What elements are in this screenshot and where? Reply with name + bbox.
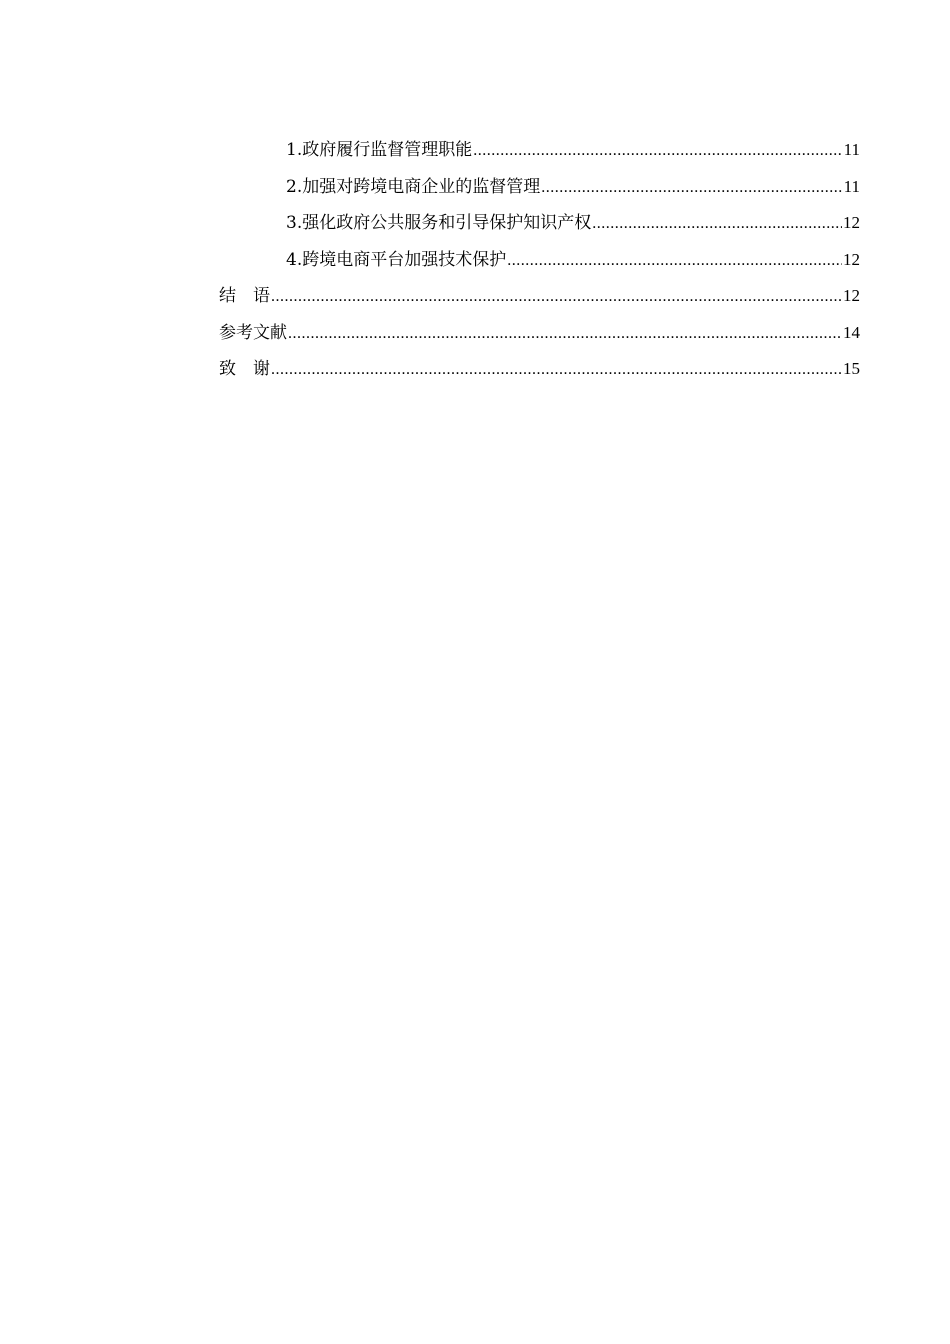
toc-leader-dots (507, 249, 842, 273)
toc-leader-dots (541, 176, 842, 200)
toc-leader-dots (592, 212, 842, 236)
toc-entry-page: 12 (843, 249, 860, 269)
toc-entry-title: 致 谢 (219, 359, 270, 379)
toc-entry[interactable] (219, 248, 860, 285)
toc-leader-dots (271, 358, 842, 382)
toc-entry-page: 11 (843, 176, 860, 196)
toc-entry-page: 12 (843, 213, 860, 232)
toc-entry-page: 15 (843, 359, 860, 378)
toc-entry-page: 12 (843, 286, 860, 305)
toc-entry[interactable] (219, 211, 860, 248)
toc-leader-dots (271, 285, 842, 309)
toc-entry-title: 参考文献 (219, 322, 287, 343)
toc-entry-references[interactable] (219, 321, 860, 358)
toc-entry-conclusion[interactable] (219, 284, 860, 321)
toc-entry-acknowledgements[interactable] (219, 357, 860, 394)
toc-entry-title: 结 语 (219, 286, 270, 306)
toc-leader-dots (473, 139, 842, 163)
toc-entry[interactable] (219, 175, 860, 212)
toc-leader-dots (288, 322, 842, 346)
toc-entry-title: 3.强化政府公共服务和引导保护知识产权 (286, 213, 592, 233)
toc-entry-title: 1.政府履行监督管理职能 (286, 140, 473, 160)
toc-entry-page: 11 (843, 140, 860, 159)
toc-entry[interactable] (219, 138, 860, 175)
table-of-contents (219, 138, 860, 394)
toc-entry-title: 2.加强对跨境电商企业的监督管理 (286, 176, 541, 197)
toc-entry-page: 14 (843, 322, 860, 342)
toc-entry-title: 4.跨境电商平台加强技术保护 (286, 249, 507, 270)
